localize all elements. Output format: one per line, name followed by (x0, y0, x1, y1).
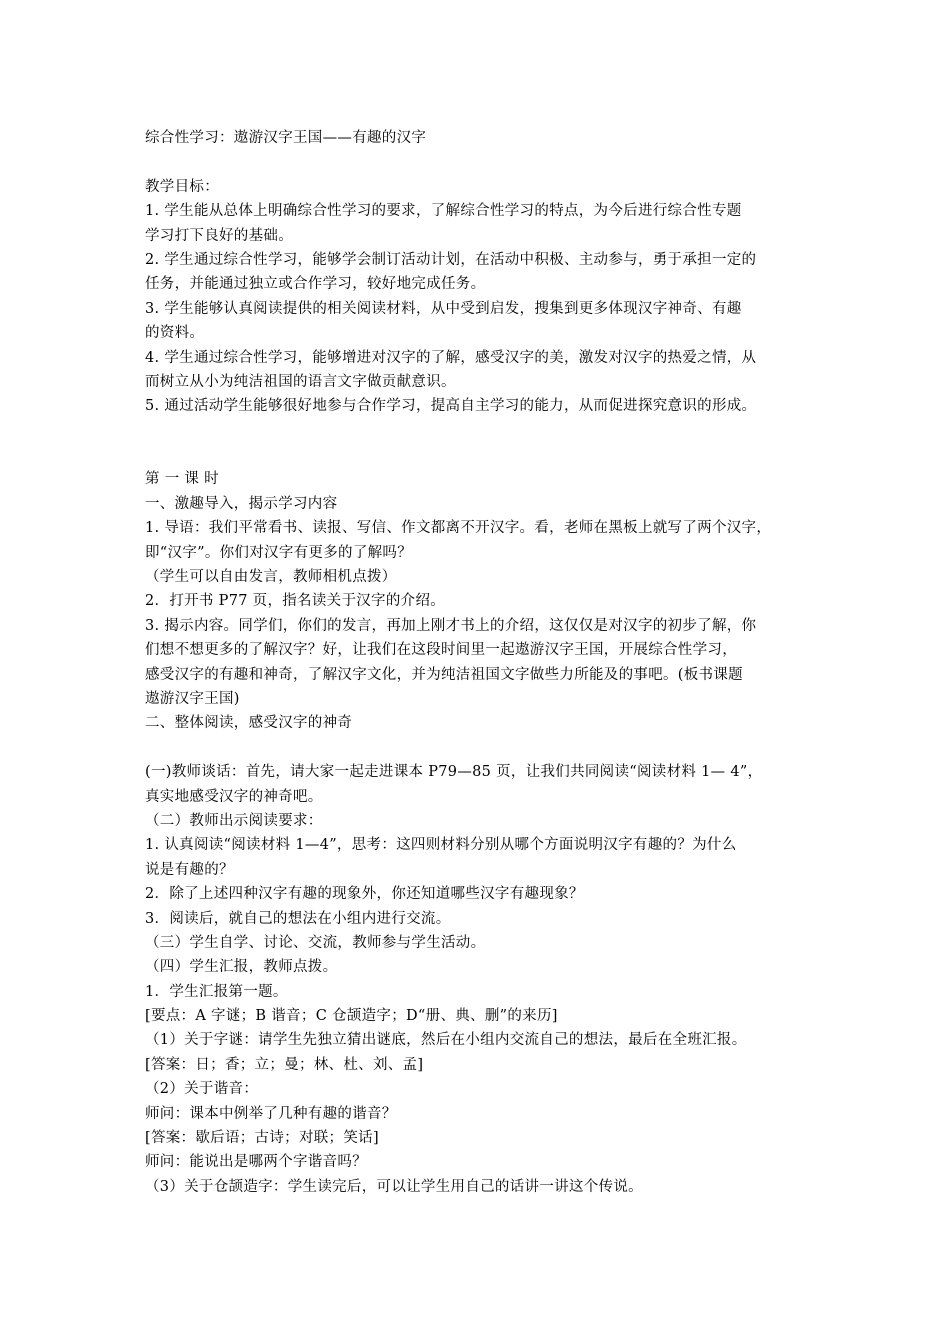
paragraph-line: 2．除了上述四种汉字有趣的现象外，你还知道哪些汉字有趣现象？ (145, 886, 584, 903)
objective-line: 1. 学生能从总体上明确综合性学习的要求，了解综合性学习的特点，为今后进行综合性专题 (145, 203, 742, 220)
objective-line: 的资料。 (145, 325, 205, 342)
objective-line: 2. 学生通过综合性学习，能够学会制订活动计划，在活动中积极、主动参与，勇于承担一定的 (145, 251, 757, 268)
paragraph-line: 3. 揭示内容。同学们，你们的发言，再加上刚才书上的介绍，这仅仅是对汉字的初步了解，你 (145, 617, 757, 634)
objectives-heading: 教学目标： (145, 178, 219, 195)
paragraph-line: [要点：A 字谜；B 谐音；C 仓颉造字；D“册、典、删”的来历] (145, 1008, 558, 1025)
paragraph-line: （2）关于谐音： (145, 1081, 259, 1098)
paragraph-line: [答案：歇后语；古诗；对联；笑话] (145, 1130, 379, 1147)
paragraph-line: 真实地感受汉字的神奇吧。 (145, 788, 323, 805)
paragraph-line: （三）学生自学、讨论、交流，教师参与学生活动。 (145, 934, 486, 951)
paragraph-line: 2．打开书 P77 页，指名读关于汉字的介绍。 (145, 593, 446, 610)
paragraph-line: 遨游汉字王国) (145, 691, 240, 707)
paragraph-line: 即“汉字”。你们对汉字有更多的了解吗？ (145, 544, 413, 561)
document-title: 综合性学习：遨游汉字王国——有趣的汉字 (145, 130, 427, 146)
paragraph-line: 感受汉字的有趣和神奇，了解汉字文化，并为纯洁祖国文字做些力所能及的事吧。(板书课题 (145, 666, 743, 683)
paragraph-line: 师问：课本中例举了几种有趣的谐音？ (145, 1105, 397, 1122)
paragraph-line: 们想不想更多的了解汉字？好，让我们在这段时间里一起遨游汉字王国，开展综合性学习， (145, 642, 737, 659)
objective-line: 3. 学生能够认真阅读提供的相关阅读材料，从中受到启发，搜集到更多体现汉字神奇、有趣 (145, 300, 742, 317)
paragraph-line: （1）关于字谜：请学生先独立猜出谜底，然后在小组内交流自己的想法，最后在全班汇报。 (145, 1032, 747, 1049)
lesson-heading: 第 一 课 时 (145, 471, 219, 488)
paragraph-line: 1. 导语：我们平常看书、读报、写信、作文都离不开汉字。看，老师在黑板上就写了两个汉字， (145, 520, 772, 537)
paragraph-line: （学生可以自由发言，教师相机点拨） (145, 569, 397, 586)
section-heading: 二、整体阅读，感受汉字的神奇 (145, 715, 353, 732)
paragraph-line: [答案：日；香；立；曼；林、杜、刘、孟] (145, 1056, 424, 1073)
document-page (145, 126, 820, 1199)
blank-line (145, 150, 820, 174)
blank-line (145, 419, 820, 468)
paragraph-line: 3．阅读后，就自己的想法在小组内进行交流。 (145, 910, 451, 927)
paragraph-line: （四）学生汇报，教师点拨。 (145, 959, 338, 976)
section-heading: 一、激趣导入，揭示学习内容 (145, 495, 338, 512)
paragraph-line: 1．学生汇报第一题。 (145, 983, 288, 1000)
paragraph-line: 说是有趣的？ (145, 861, 234, 878)
objective-line: 5. 通过活动学生能够很好地参与合作学习，提高自主学习的能力，从而促进探究意识的形成。 (145, 398, 757, 415)
objective-line: 4. 学生通过综合性学习，能够增进对汉字的了解，感受汉字的美，激发对汉字的热爱之情，从 (145, 349, 757, 366)
paragraph-line: （3）关于仓颉造字：学生读完后，可以让学生用自己的话讲一讲这个传说。 (145, 1178, 643, 1195)
paragraph-line: （二）教师出示阅读要求： (145, 812, 323, 829)
paragraph-line: (一)教师谈话：首先，请大家一起走进课本 P79—85 页，让我们共同阅读“阅读材料 1— 4”， (145, 764, 763, 781)
blank-line (145, 736, 820, 760)
objective-line: 学习打下良好的基础。 (145, 227, 293, 244)
paragraph-line: 1. 认真阅读“阅读材料 1—4”，思考：这四则材料分别从哪个方面说明汉字有趣的？为什么 (145, 837, 737, 854)
objective-line: 而树立从小为纯洁祖国的语言文字做贡献意识。 (145, 373, 456, 390)
objective-line: 任务，并能通过独立或合作学习，较好地完成任务。 (145, 276, 486, 293)
paragraph-line: 师问：能说出是哪两个字谐音吗？ (145, 1154, 367, 1171)
